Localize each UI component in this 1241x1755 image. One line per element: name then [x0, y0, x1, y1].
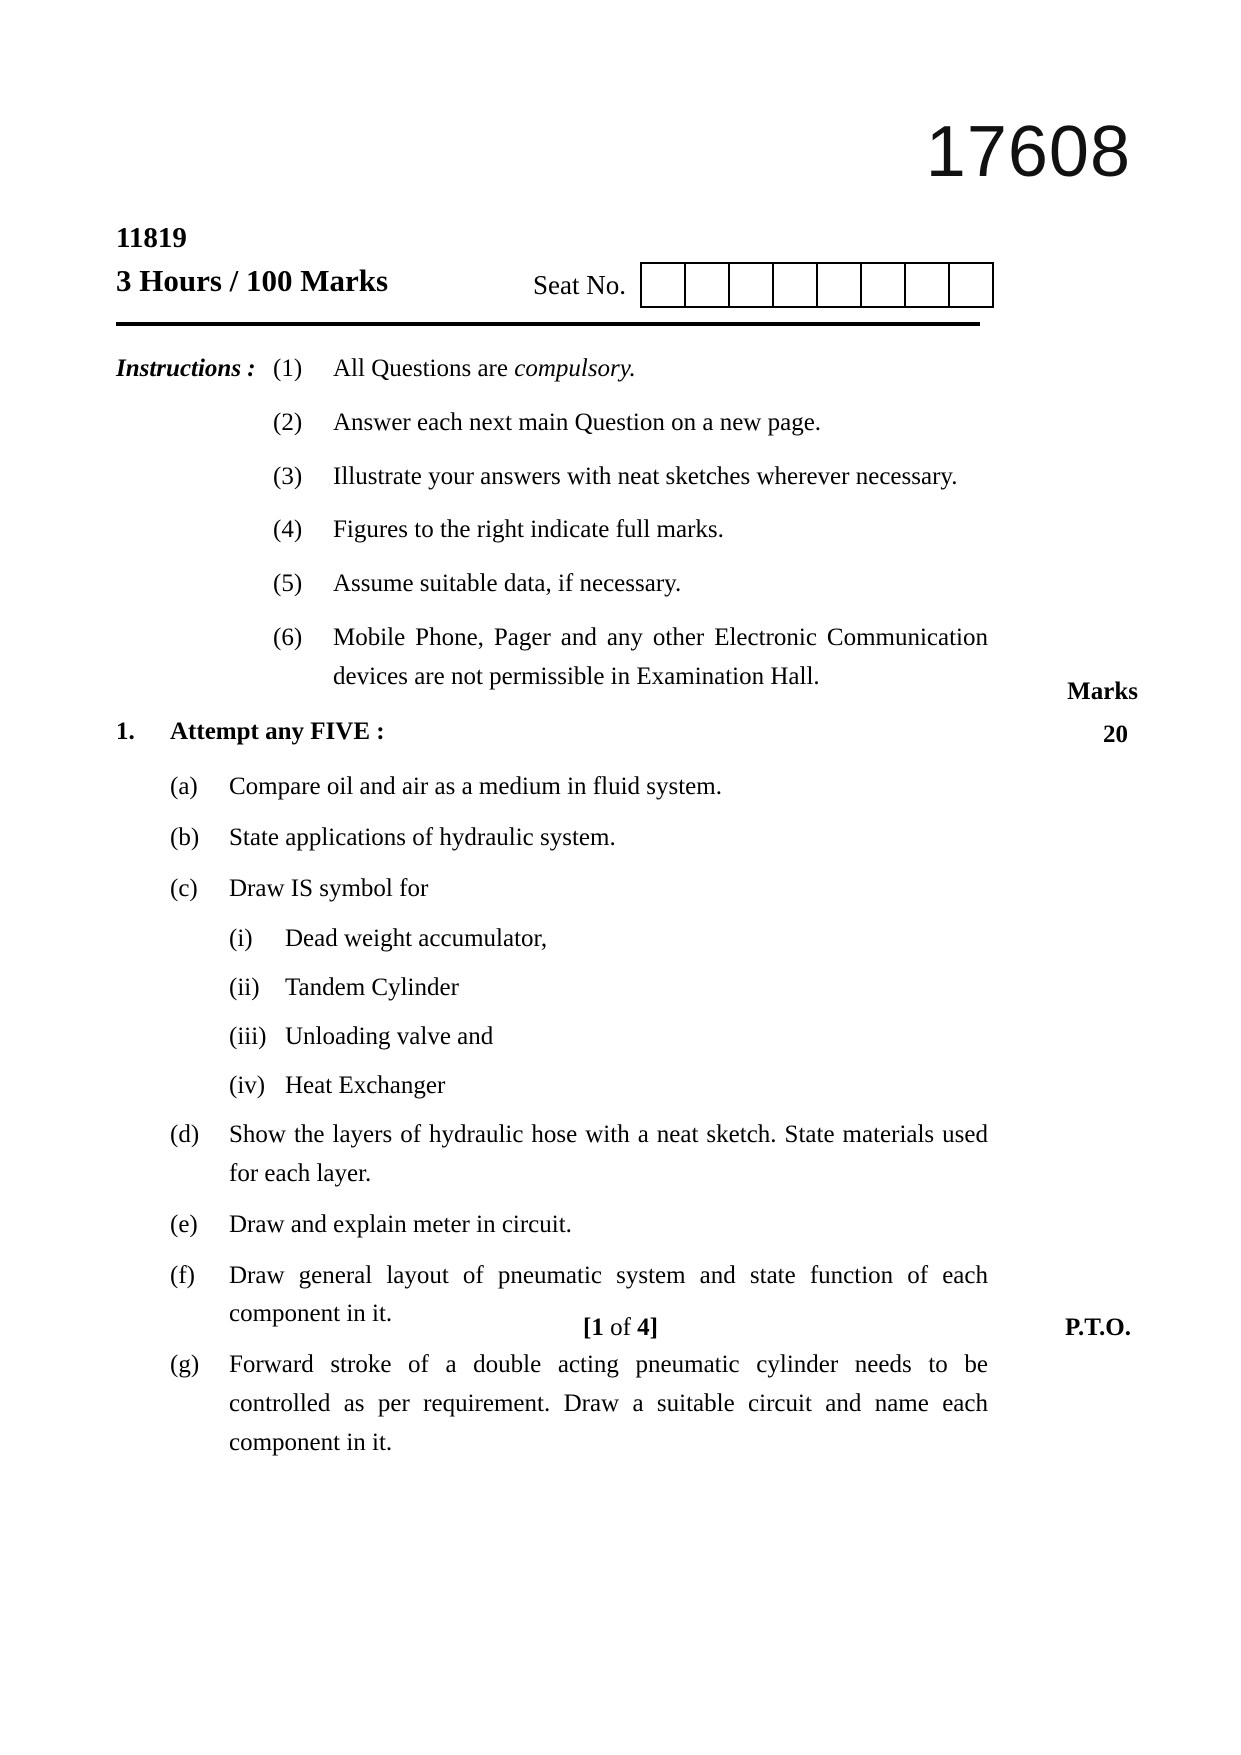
instruction-item	[273, 565, 988, 604]
question-item	[170, 1206, 988, 1245]
instruction-text	[333, 350, 988, 389]
question-sub-item	[229, 1067, 988, 1105]
question-item	[170, 819, 988, 858]
question-item-text: State applications of hydraulic system.	[229, 823, 616, 851]
header-divider	[116, 322, 980, 326]
duration-and-marks: 3 Hours / 100 Marks	[116, 263, 389, 299]
question-sub-item-label: (iii)	[229, 1023, 267, 1051]
question-item-label: (a)	[170, 773, 198, 800]
question-sub-item-text: Dead weight accumulator,	[285, 925, 548, 953]
page-number-close: 4]	[637, 1314, 658, 1341]
instruction-text: Figures to the right indicate full marks.	[333, 516, 724, 544]
instruction-text-emphasis: compulsory.	[514, 355, 636, 382]
question-sub-item	[229, 1018, 988, 1056]
question-heading: Attempt any FIVE :	[170, 718, 385, 745]
seat-number-cell[interactable]	[686, 264, 730, 306]
question-item-label: (g)	[170, 1351, 200, 1378]
question-1-heading-row	[116, 718, 988, 746]
instruction-text: Answer each next main Question on a new page.	[333, 408, 822, 436]
seat-number-cell[interactable]	[950, 264, 994, 306]
instruction-number: (2)	[273, 408, 303, 436]
question-1-block	[116, 718, 988, 1474]
question-item-text: Draw and explain meter in circuit.	[229, 1210, 572, 1238]
question-item-label: (f)	[170, 1261, 195, 1289]
question-sub-item-text: Unloading valve and	[285, 1023, 494, 1051]
seat-number-cell[interactable]	[862, 264, 906, 306]
instruction-number: (3)	[273, 462, 303, 490]
seat-number-cell[interactable]	[774, 264, 818, 306]
question-item-text: Draw general layout of pneumatic system and state function of each component in it.	[229, 1261, 988, 1328]
instructions-title: Instructions :	[116, 355, 256, 382]
question-sub-item-label: (iv)	[229, 1072, 266, 1100]
seat-number-field[interactable]	[533, 262, 994, 308]
instruction-item	[273, 458, 988, 497]
instructions-section	[116, 350, 988, 711]
instruction-number: (6)	[273, 623, 303, 651]
question-item-text: Show the layers of hydraulic hose with a neat sketch. State materials used for each layer.	[229, 1121, 988, 1187]
instruction-item	[273, 511, 988, 550]
seat-number-grid[interactable]	[640, 262, 994, 308]
instruction-number: (5)	[273, 570, 303, 597]
paper-code: 17608	[925, 112, 1131, 192]
question-number: 1.	[116, 718, 135, 745]
question-item	[170, 768, 988, 807]
subject-code: 11819	[116, 222, 187, 254]
instruction-number: (4)	[273, 516, 303, 544]
instruction-text-plain: All Questions are	[333, 355, 515, 382]
question-item-label: (c)	[170, 874, 198, 902]
question-item-label: (e)	[170, 1210, 198, 1238]
seat-number-cell[interactable]	[818, 264, 862, 306]
question-item	[170, 870, 988, 909]
question-sub-item	[229, 969, 988, 1007]
pto-label: P.T.O.	[1065, 1314, 1131, 1341]
instructions-list	[273, 350, 988, 696]
question-item-text: Compare oil and air as a medium in fluid system.	[229, 773, 722, 800]
instruction-text: Assume suitable data, if necessary.	[333, 570, 682, 597]
question-1-marks: 20	[1103, 721, 1128, 748]
question-item-text: Draw IS symbol for	[229, 874, 429, 902]
seat-number-cell[interactable]	[730, 264, 774, 306]
question-sub-item-text: Tandem Cylinder	[285, 974, 459, 1002]
question-sub-item-label: (ii)	[229, 974, 260, 1002]
seat-number-cell[interactable]	[906, 264, 950, 306]
instruction-text: Mobile Phone, Pager and any other Electronic Communication devices are not permissible in Examination Hall.	[333, 623, 988, 690]
page-number-footer	[0, 1314, 1241, 1342]
page-number-open: [1	[583, 1314, 604, 1341]
question-sub-item-text: Heat Exchanger	[285, 1072, 446, 1100]
instruction-item	[273, 350, 988, 389]
marks-column-header: Marks	[1067, 678, 1138, 705]
question-sub-item-label: (i)	[229, 925, 253, 953]
question-item-label: (b)	[170, 823, 200, 851]
seat-number-cell[interactable]	[642, 264, 686, 306]
question-item	[170, 1116, 988, 1194]
seat-number-label: Seat No.	[533, 269, 626, 300]
instruction-text: Illustrate your answers with neat sketches wherever necessary.	[333, 462, 958, 490]
question-item-text: Forward stroke of a double acting pneumatic cylinder needs to be controlled as per requirement. Draw a suitable circuit and name each component in it.	[229, 1351, 988, 1456]
page-number-of: of	[603, 1314, 638, 1341]
instruction-item	[273, 404, 988, 443]
instruction-item	[273, 619, 988, 697]
question-1c-sub-items	[229, 920, 988, 1105]
exam-header-left	[116, 218, 388, 303]
question-item-label: (d)	[170, 1121, 200, 1149]
question-1-items	[170, 768, 988, 1462]
question-item	[170, 1346, 988, 1462]
question-sub-item	[229, 920, 988, 958]
instruction-number: (1)	[273, 355, 303, 382]
